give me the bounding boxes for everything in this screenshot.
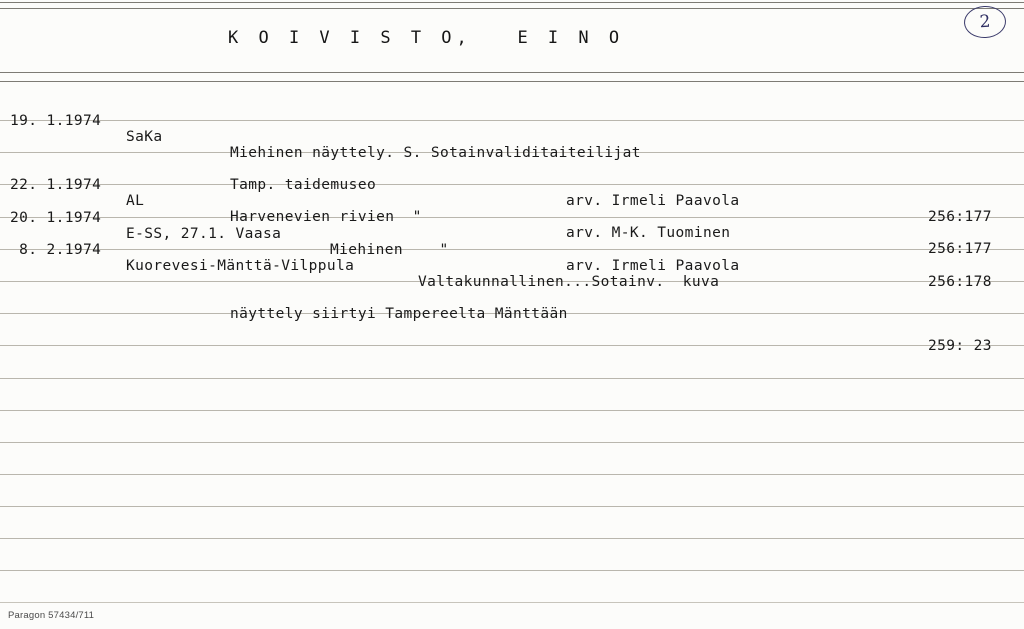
rule-body-15 bbox=[0, 570, 1024, 571]
rule-body-3 bbox=[0, 184, 1024, 185]
rule-body-9 bbox=[0, 378, 1024, 379]
page-number-badge: 2 bbox=[963, 5, 1007, 39]
entry-source: E-SS, 27.1. Vaasa bbox=[126, 226, 282, 242]
entry-title: Miehinen näyttely. S. Sotainvaliditaiteilijat bbox=[230, 145, 641, 161]
rule-body-5 bbox=[0, 249, 1024, 250]
rule-body-12 bbox=[0, 474, 1024, 475]
entry-reference: 256:177 bbox=[928, 209, 992, 225]
entry-source: AL bbox=[126, 193, 145, 209]
entry-reference: 256:177 bbox=[928, 241, 992, 257]
entry-date: 19. 1.1974 bbox=[10, 113, 102, 129]
rule-top-2 bbox=[0, 8, 1024, 9]
entry-date: 20. 1.1974 bbox=[10, 210, 102, 226]
rule-top-1 bbox=[0, 2, 1024, 3]
rule-body-10 bbox=[0, 410, 1024, 411]
entry-title: näyttely siirtyi Tampereelta Mänttään bbox=[230, 306, 568, 322]
rule-body-16 bbox=[0, 602, 1024, 603]
rule-body-11 bbox=[0, 442, 1024, 443]
entry-source: Kuorevesi-Mänttä-Vilppula bbox=[126, 258, 355, 274]
entry-title: Miehinen " bbox=[330, 242, 449, 258]
card-footer-note: Paragon 57434/711 bbox=[8, 610, 95, 621]
table-row bbox=[0, 97, 1024, 161]
rule-body-1 bbox=[0, 120, 1024, 121]
entry-date: 8. 2.1974 bbox=[10, 242, 102, 258]
entry-source: SaKa bbox=[126, 129, 163, 145]
entry-title: Harvenevien rivien " bbox=[230, 209, 422, 225]
entry-reviewer: arv. Irmeli Paavola bbox=[566, 193, 740, 209]
page-title: K O I V I S T O, E I N O bbox=[228, 28, 625, 48]
rule-body-8 bbox=[0, 345, 1024, 346]
entry-reviewer: arv. M-K. Tuominen bbox=[566, 225, 731, 241]
rule-body-14 bbox=[0, 538, 1024, 539]
rule-body-4 bbox=[0, 217, 1024, 218]
entry-title: Valtakunnallinen...Sotainv. kuva bbox=[418, 274, 720, 290]
rule-body-13 bbox=[0, 506, 1024, 507]
rule-header-1 bbox=[0, 72, 1024, 73]
entry-reviewer: arv. Irmeli Paavola bbox=[566, 258, 740, 274]
entry-reference: 256:178 bbox=[928, 274, 992, 290]
entry-reference: 259: 23 bbox=[928, 338, 992, 354]
rule-header-2 bbox=[0, 81, 1024, 82]
entry-date: 22. 1.1974 bbox=[10, 177, 102, 193]
entry-title: Tamp. taidemuseo bbox=[230, 177, 377, 193]
